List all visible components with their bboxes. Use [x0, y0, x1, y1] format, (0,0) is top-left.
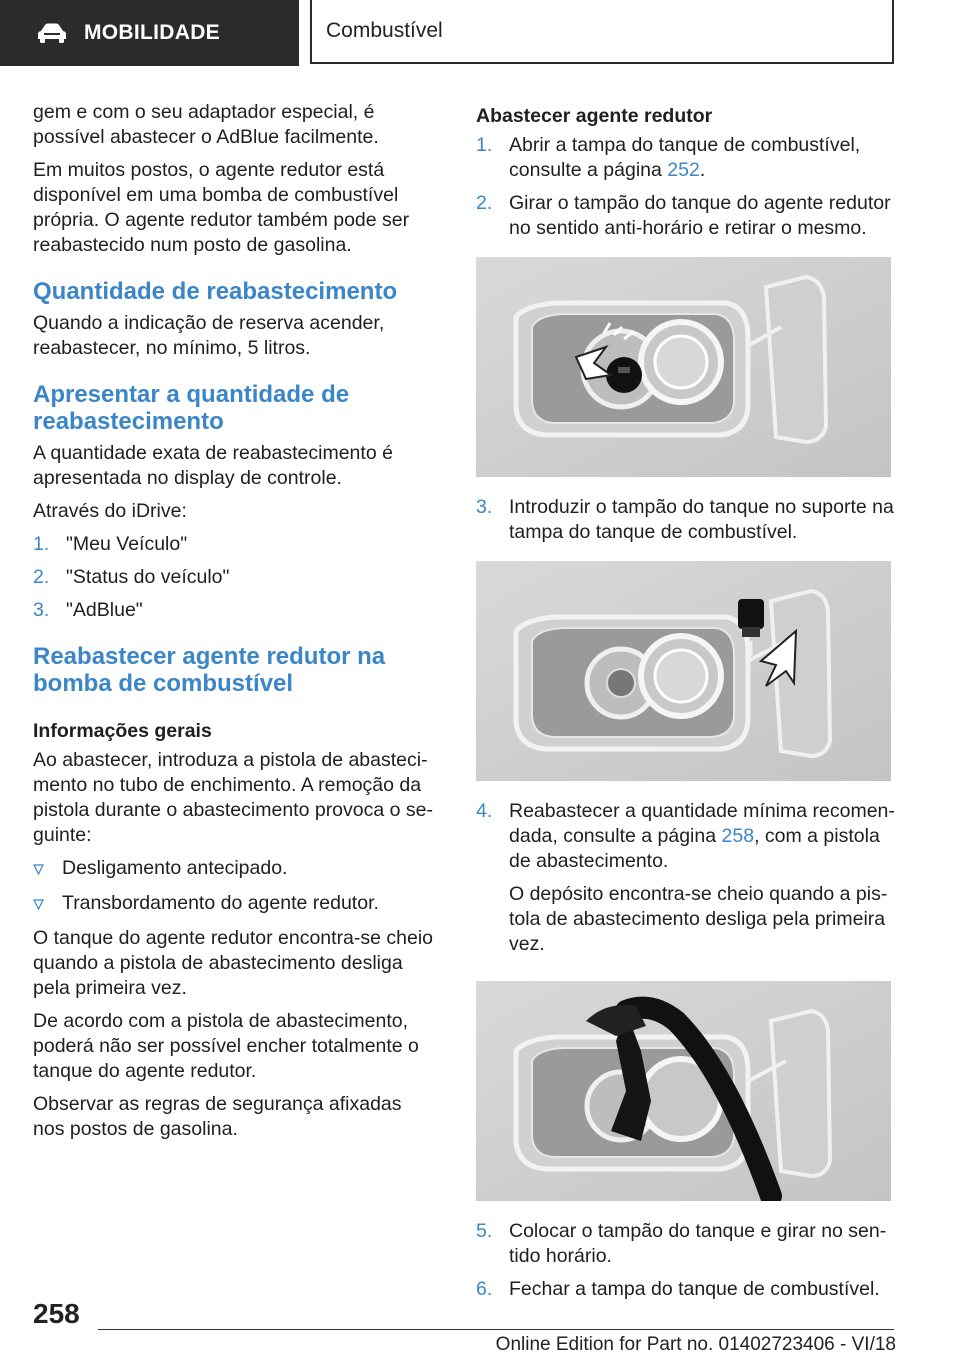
list-item: [33, 532, 438, 557]
step-body: [509, 799, 896, 965]
step-number: 6.: [476, 1278, 493, 1300]
section-label: MOBILIDADE: [84, 21, 220, 44]
step-number: 3.: [476, 496, 493, 518]
step-text: "AdBlue": [66, 599, 143, 621]
paragraph: Através do iDrive:: [33, 500, 187, 522]
consequence-list: [33, 856, 438, 916]
page-number: 258: [33, 1298, 80, 1329]
triangle-bullet-icon: [33, 856, 62, 881]
section-tab: [0, 0, 299, 66]
page-header: [0, 0, 960, 66]
list-item: [33, 856, 438, 881]
chapter-title: Combustível: [310, 0, 894, 64]
step-number: 4.: [476, 800, 493, 822]
step-number: 1.: [476, 134, 493, 156]
refill-steps-d: [476, 1219, 896, 1302]
refill-steps-a: [476, 133, 896, 241]
step-text: Fechar a tampa do tanque de combustível.: [509, 1278, 880, 1300]
step-text: Introduzir o tampão do tanque no suporte na tampa do tanque de combustível.: [509, 496, 894, 543]
illustration-nozzle: [476, 981, 891, 1201]
idrive-steps: [33, 532, 438, 623]
list-item: [476, 133, 896, 183]
refill-steps-b: [476, 495, 896, 545]
heading-abastecer: Abastecer agente redutor: [476, 105, 713, 127]
page-link[interactable]: 258: [721, 825, 755, 847]
list-item: [33, 565, 438, 590]
step-text: Reabastecer a quantidade mínima recomendada, consulte a página 258, com a pistola de abastecimento.: [509, 800, 895, 872]
step-text: "Status do veículo": [66, 566, 230, 588]
paragraph: gem e com o seu adaptador especial, é possível abastecer o AdBlue facilmente.: [33, 101, 379, 148]
footer-divider: [98, 1329, 894, 1330]
paragraph: Ao abastecer, introduza a pistola de abastecimento no tubo de enchimento. A remoção da pistola durante o abastecimento provoca o seguinte:: [33, 749, 433, 846]
step-note: O depósito encontra-se cheio quando a pistola de abastecimento desliga pela primeira vez.: [509, 883, 888, 955]
left-column: [33, 100, 438, 1150]
edition-note: Online Edition for Part no. 01402723406 - VI/18: [495, 1334, 896, 1355]
step-text: Girar o tampão do tanque do agente redutor no sentido anti-horário e retirar o mesmo.: [509, 192, 891, 239]
paragraph: Quando a indicação de reserva acender, reabastecer, no mínimo, 5 litros.: [33, 312, 385, 359]
paragraph: O tanque do agente redutor encontra-se cheio quando a pistola de abastecimento desliga pela primeira vez.: [33, 927, 434, 999]
triangle-bullet-icon: [33, 891, 62, 916]
step-number: 5.: [476, 1220, 493, 1242]
paragraph: De acordo com a pistola de abastecimento, poderá não ser possível encher totalmente o tanque do agente redutor.: [33, 1010, 419, 1082]
right-column: [476, 100, 896, 1310]
step-text: Abrir a tampa do tanque de combustível, consulte a página 252.: [509, 134, 861, 181]
illustration-cap-holder: [476, 561, 891, 781]
list-item: [476, 495, 896, 545]
step-number: 3.: [33, 599, 50, 621]
car-icon: [36, 22, 68, 44]
list-item: [476, 1277, 896, 1302]
step-number: 1.: [33, 533, 50, 555]
illustration-remove-cap: [476, 257, 891, 477]
page-link[interactable]: 252: [667, 159, 700, 181]
list-item: [476, 1219, 896, 1269]
list-item: [476, 191, 896, 241]
bullet-text: Desligamento antecipado.: [62, 857, 288, 879]
heading-info: Informações gerais: [33, 720, 212, 742]
list-item: [476, 799, 896, 965]
paragraph: Em muitos postos, o agente redutor está disponível em uma bomba de combustível própria. O agente redutor também pode ser reabastecido num posto de gasolina.: [33, 159, 410, 256]
heading-quantidade: Quantidade de reabastecimento: [33, 278, 398, 305]
list-item: [33, 598, 438, 623]
step-text: "Meu Veículo": [66, 533, 188, 555]
paragraph: Observar as regras de segurança afixadas nos postos de gasolina.: [33, 1093, 402, 1140]
step-text: Colocar o tampão do tanque e girar no sentido horário.: [509, 1220, 887, 1267]
heading-bomba: Reabastecer agente redutor na bomba de combustível: [33, 643, 386, 697]
step-number: 2.: [33, 566, 50, 588]
heading-apresentar: Apresentar a quantidade de reabastecimento: [33, 381, 350, 435]
step-number: 2.: [476, 192, 493, 214]
list-item: [33, 891, 438, 916]
paragraph: A quantidade exata de reabastecimento é apresentada no display de controle.: [33, 442, 393, 489]
bullet-text: Transbordamento do agente redutor.: [62, 892, 379, 914]
refill-steps-c: [476, 799, 896, 965]
